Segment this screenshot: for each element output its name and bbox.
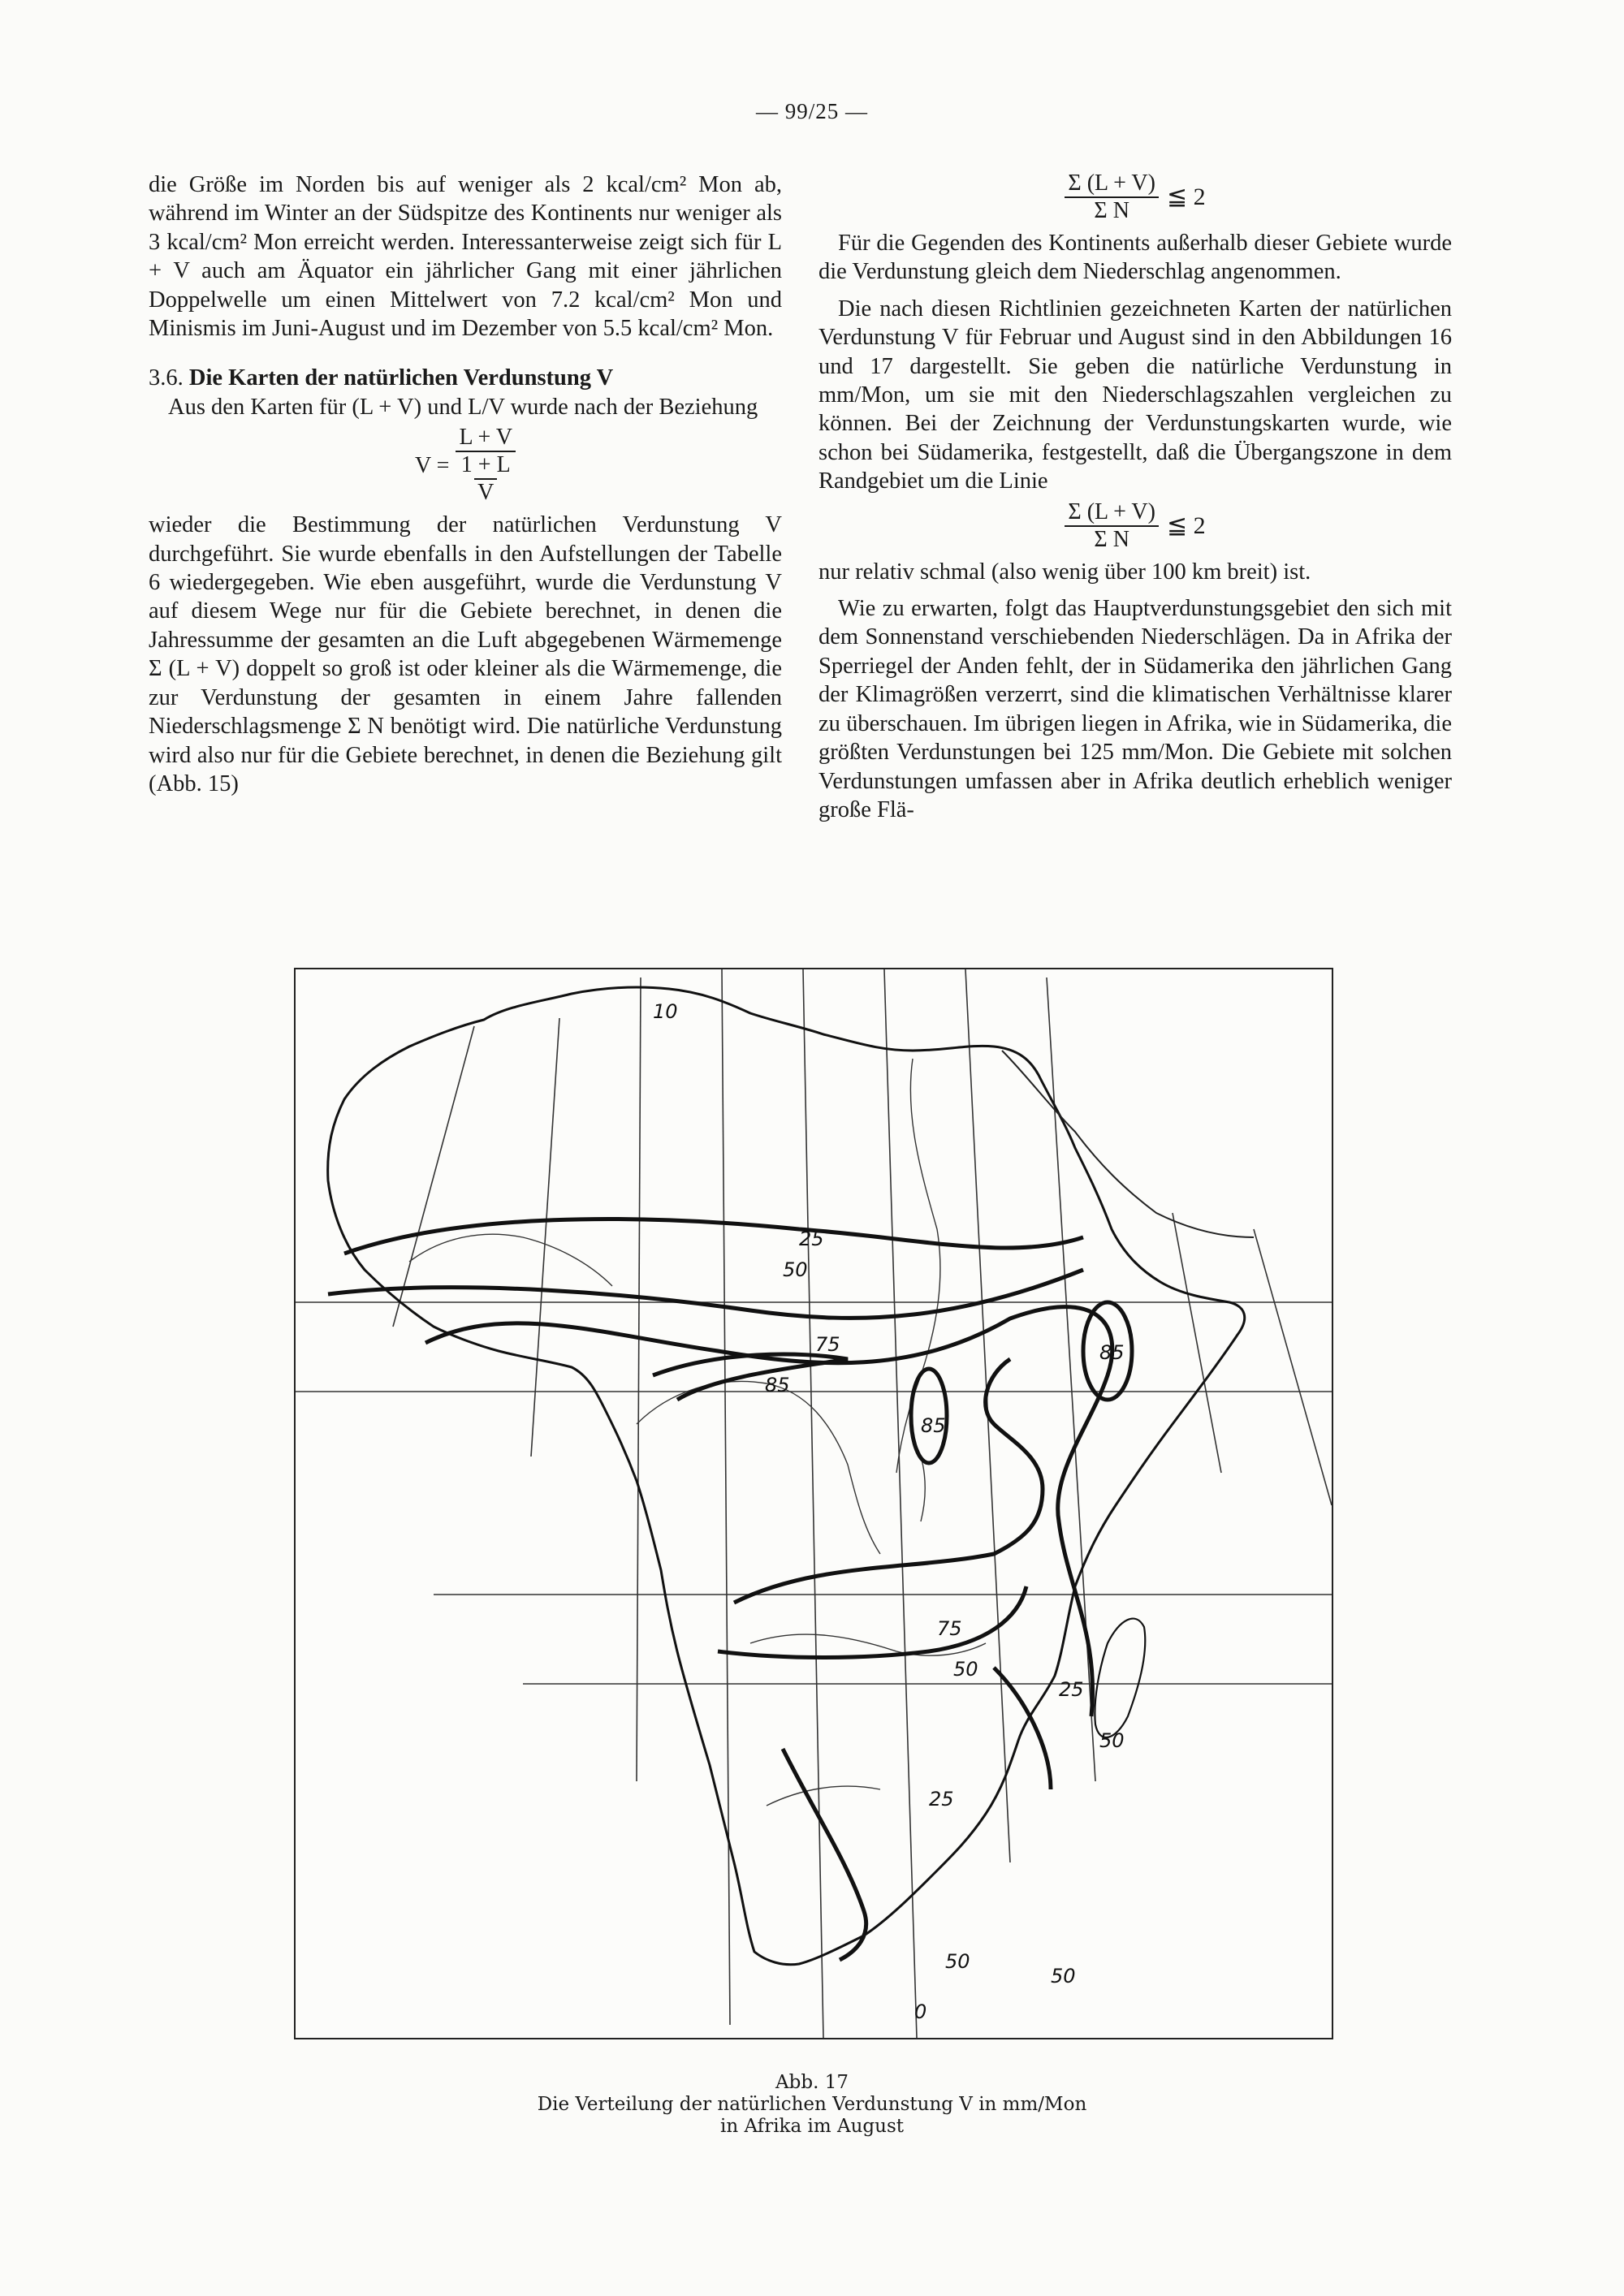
- formula-ratio-1-fraction: [1065, 170, 1159, 224]
- isoline-50-north: [328, 1270, 1083, 1318]
- contour-label: 25: [929, 1788, 954, 1810]
- formula-ratio-1: [818, 170, 1452, 224]
- contour-label: 50: [1099, 1729, 1125, 1752]
- niger-river: [409, 1234, 612, 1286]
- rivers: [409, 1059, 986, 1806]
- isoline-25-north: [344, 1219, 1083, 1254]
- paragraph-l3: wieder die Bestimmung der natürlichen Verdunstung V durchgeführt. Sie wurde ebenfalls in den Aufstellungen der Tabelle 6 wiedergegeben. Wie eben ausgeführt, wurde die Verdunstung V auf diesem Wege nur für die Gebiete berechnet, in denen die Jahressumme der gesamten an die Luft abgegebenen Wärmemenge Σ (L + V) doppelt so groß ist oder kleiner als die Wärmemenge, die zur Verdunstung der gesamten in einem Jahre fallenden Niederschlagsmenge Σ N benötigt wird. Die natürliche Verdunstung wird also nur für die Gebiete berechnet, in denen die Beziehung gilt (Abb. 15): [149, 512, 782, 796]
- formula-ratio-2-fraction: [1065, 499, 1159, 553]
- paragraph-r4: Wie zu erwarten, folgt das Hauptverdunstungsgebiet den sich mit dem Sonnenstand verschiebenden Niederschlägen. Da in Afrika der Sperriegel der Anden fehlt, der in Südamerika den jährlichen Gang der Klimagrößen verzerrt, sind die klimatischen Verhältnisse klarer zu überschauen. Im übrigen liegen in Afrika, wie in Südamerika, die größten Verdunstungen bei 125 mm/Mon. Die Gebiete mit solchen Verdunstungen umfassen aber in Afrika deutlich erheblich weniger große Flä-: [818, 596, 1452, 822]
- meridian-line: [1254, 1229, 1332, 1505]
- orange-river: [767, 1786, 880, 1806]
- madagascar-outline: [1095, 1619, 1145, 1737]
- africa-map-svg: [296, 969, 1332, 2038]
- paragraph-l1: die Größe im Norden bis auf weniger als 2 kcal/cm² Mon ab, während im Winter an der Südspitze des Kontinents nur weniger als 3 kcal/cm² Mon erreicht werden. Interessanterweise zeigt sich für L + V auch am Äquator ein jährlicher Gang mit einer jährlichen Doppelwelle um einen Mittelwert von 7.2 kcal/cm² Mon und Minismis im Juni-August und im Dezember von 5.5 kcal/cm² Mon.: [149, 172, 782, 342]
- formula-v-subdenominator: V: [474, 478, 497, 506]
- caption-figure-number: Abb. 17: [775, 2072, 849, 2093]
- formula-ratio-2-relation: ≦ 2: [1166, 511, 1206, 539]
- congo-river: [637, 1381, 880, 1554]
- formula-v-lhs: V =: [414, 452, 450, 478]
- section-heading: [149, 364, 782, 392]
- paragraph-r2: Die nach diesen Richtlinien gezeichneten Karten der natürlichen Verdunstung V für Februar und August sind in den Abbildungen 16 und 17 dargestellt. Sie geben die natürliche Verdunstung in mm/Mon, um sie mit den Niederschlagszahlen vergleichen zu können. Bei der Zeichnung der Verdunstungskarten wurde, wie schon bei Südamerika, festgestellt, daß die Übergangszone in dem Randgebiet um die Linie: [818, 296, 1452, 494]
- isoline-25-south: [783, 1749, 866, 1960]
- meridian-line: [1173, 1213, 1221, 1473]
- nile-river: [896, 1059, 940, 1473]
- right-column: [818, 170, 1452, 824]
- graticule: [296, 969, 1332, 2038]
- formula-v-denominator: 1 + L: [460, 452, 511, 478]
- contour-label: 50: [783, 1258, 808, 1281]
- formula-v-numerator: L + V: [456, 425, 516, 452]
- paragraph-l2: Aus den Karten für (L + V) und L/V wurde nach der Beziehung: [168, 394, 758, 420]
- meridian-line: [531, 1018, 559, 1457]
- meridian-line: [884, 969, 917, 2038]
- meridian-line: [803, 969, 823, 2038]
- figure-caption: [0, 2072, 1624, 2138]
- meridian-line: [722, 969, 730, 2025]
- formula-v: [149, 425, 782, 506]
- formula-ratio-1-denominator: Σ N: [1094, 198, 1129, 223]
- meridian-line: [637, 978, 641, 1781]
- contour-label: 85: [1099, 1341, 1125, 1364]
- formula-ratio-1-numerator: Σ (L + V): [1065, 170, 1159, 198]
- contour-label: 0: [914, 2000, 927, 2023]
- paragraph-r1: Für die Gegenden des Kontinents außerhalb dieser Gebiete wurde die Verdunstung gleich dem Niederschlag angenommen.: [818, 231, 1452, 285]
- contour-label: 50: [953, 1658, 978, 1681]
- contour-label: 25: [1059, 1678, 1084, 1701]
- paragraph-r3: nur relativ schmal (also wenig über 100 km breit) ist.: [818, 559, 1311, 585]
- meridian-line: [393, 1026, 474, 1327]
- formula-ratio-2-numerator: Σ (L + V): [1065, 499, 1159, 527]
- contour-label: 75: [815, 1333, 840, 1356]
- formula-ratio-2: [818, 499, 1452, 553]
- page-number: — 99/25 —: [755, 99, 868, 123]
- contour-label: 25: [799, 1228, 824, 1250]
- contour-label: 75: [937, 1617, 962, 1640]
- isoline-50-south: [718, 1586, 1026, 1658]
- contour-label: 85: [921, 1414, 946, 1437]
- formula-v-fraction: [456, 425, 516, 506]
- formula-ratio-2-denominator: Σ N: [1094, 526, 1129, 552]
- contour-label: 50: [945, 1950, 970, 1973]
- africa-coastline: [328, 987, 1245, 1965]
- contour-label: 50: [1051, 1965, 1076, 1987]
- left-column: [149, 170, 782, 798]
- caption-line-2: Die Verteilung der natürlichen Verdunstung V in mm/Mon: [537, 2094, 1087, 2115]
- africa-evaporation-map: [294, 968, 1333, 2039]
- section-title: Die Karten der natürlichen Verdunstung V: [188, 365, 614, 391]
- formula-ratio-1-relation: ≦ 2: [1166, 183, 1206, 211]
- caption-line-3: in Afrika im August: [720, 2116, 904, 2137]
- contour-label: 10: [653, 1000, 678, 1023]
- section-number: 3.6.: [149, 365, 184, 391]
- contour-label: 85: [765, 1374, 790, 1396]
